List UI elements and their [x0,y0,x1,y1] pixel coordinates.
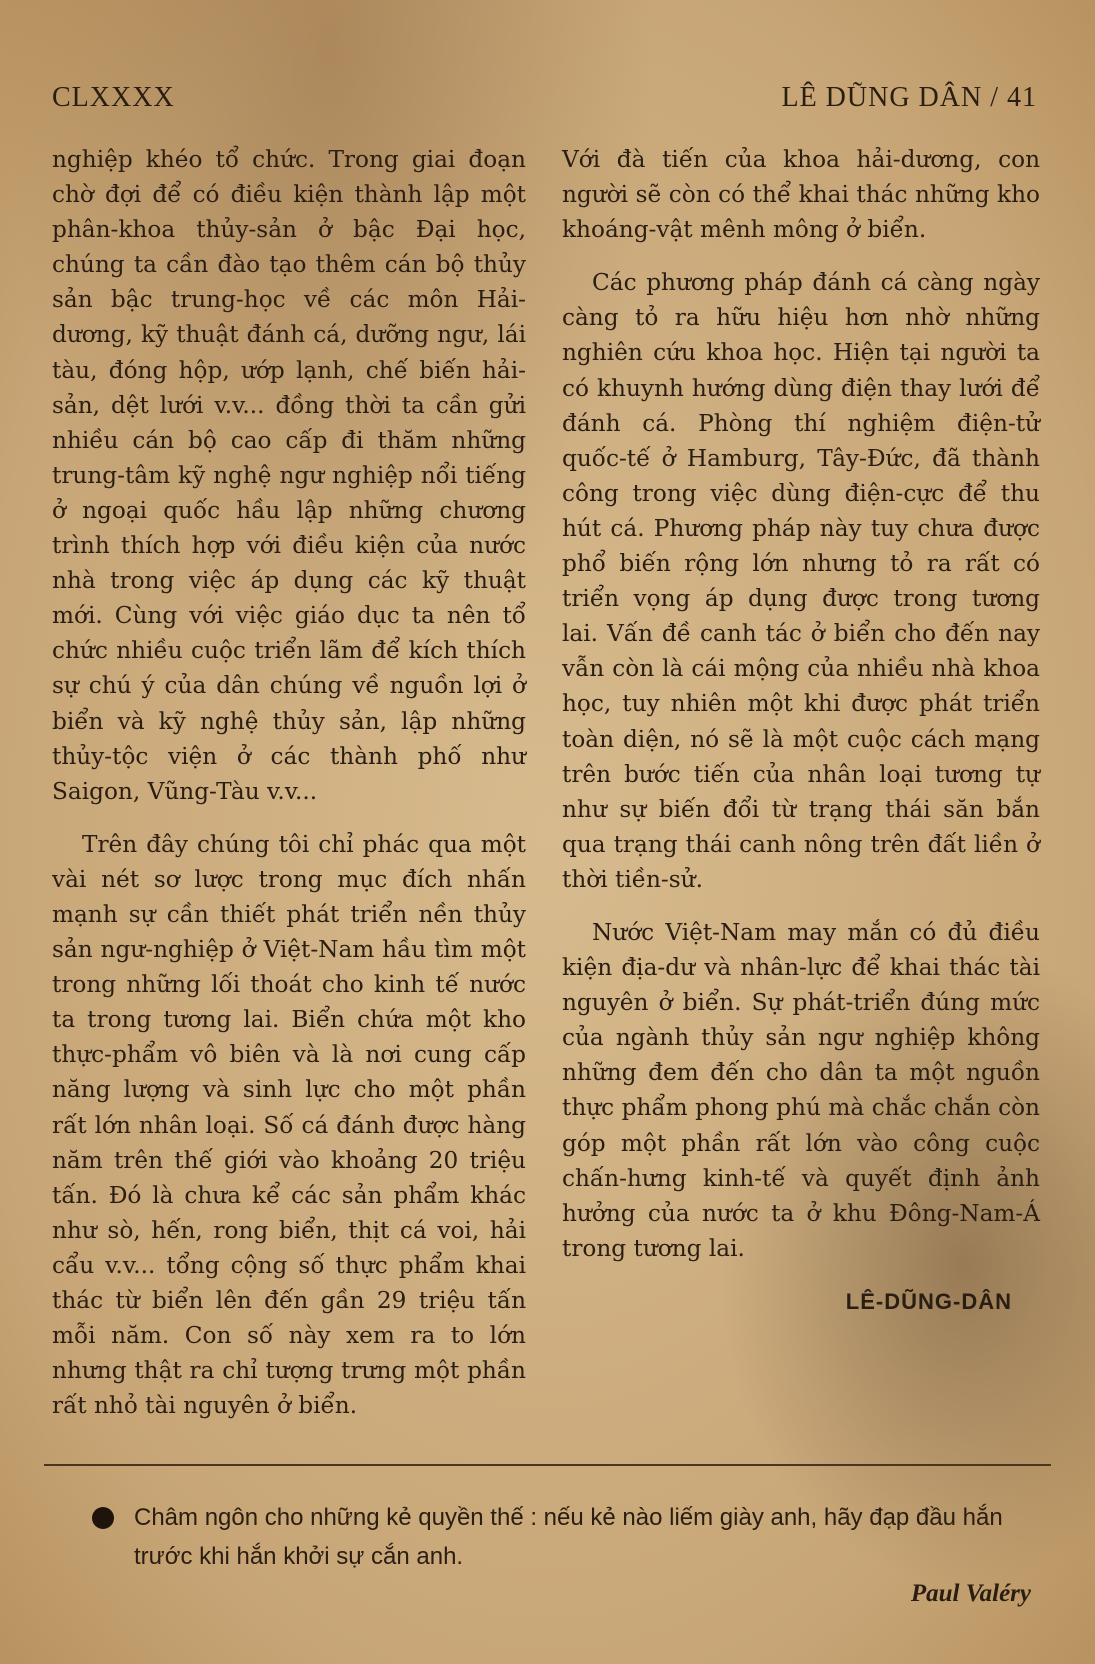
paragraph: Với đà tiến của khoa hải-dương, con người sẽ còn có thể khai thác những kho khoáng-vật mênh mông ở biển. [562,146,1040,244]
author-page-number: LÊ DŨNG DÂN / 41 [781,82,1037,113]
paragraph: Nước Việt-Nam may mắn có đủ điều kiện địa-dư và nhân-lực để khai thác tài nguyên ở biển. Sự phát-triển đúng mức của ngành thủy sản ngư nghiệp không những đem đến cho dân ta một nguồn thực phẩm phong phú mà chắc chắn còn góp một phần rất lớn vào công cuộc chấn-hưng kinh-tế và quyết định ảnh hưởng của nước ta ở khu Đông-Nam-Á trong tương lai. [562,918,1040,1262]
right-column [562,142,1040,1319]
paragraph: Trên đây chúng tôi chỉ phác qua một vài nét sơ lược trong mục đích nhấn mạnh sự cần thiết phát triển nền thủy sản ngư-nghiệp ở Việt-Nam hầu tìm một trong những lối thoát cho kinh tế nước ta trong tương lai. Biển chứa một kho thực-phẩm vô biên và là nơi cung cấp năng lượng và sinh lực cho một phần rất lớn nhân loại. Số cá đánh được hàng năm trên thế giới vào khoảng 20 triệu tấn. Đó là chưa kể các sản phẩm khác như sò, hến, rong biển, thịt cá voi, hải cẩu v.v... tổng cộng số thực phẩm khai thác từ biển lên đến gần 29 triệu tấn mỗi năm. Con số này xem ra to lớn nhưng thật ra chỉ tượng trưng một phần rất nhỏ tài nguyên ở biển. [52,830,526,1420]
divider [44,1464,1051,1466]
page-header [52,78,1037,118]
article-signature: LÊ-DŨNG-DÂN [845,1288,1012,1314]
paragraph: Các phương pháp đánh cá càng ngày càng tỏ ra hữu hiệu hơn nhờ những nghiên cứu khoa học. Hiện tại người ta có khuynh hướng dùng điện thay lưới để đánh cá. Phòng thí nghiệm điện-tử quốc-tế ở Hamburg, Tây-Đức, đã thành công trong việc dùng điện-cực để thu hút cá. Phương pháp này tuy chưa được phổ biến rộng lớn nhưng tỏ ra rất có triển vọng áp dụng được trong tương lai. Vấn đề canh tác ở biển cho đến nay vẫn còn là cái mộng của nhiều nhà khoa học, tuy nhiên một khi được phát triển toàn diện, nó sẽ là một cuộc cách mạng trên bước tiến của nhân loại tương tự như sự biến đổi từ trạng thái săn bắn qua trạng thái canh nông trên đất liền ở thời tiền-sử. [562,269,1040,893]
bullet-icon [92,1507,114,1529]
issue-number: CLXXXX [52,82,175,113]
quote-text: Châm ngôn cho những kẻ quyền thế : nếu kẻ nào liếm giày anh, hãy đạp đầu hắn trước khi hắn khởi sự cắn anh. [134,1504,1003,1570]
paragraph: nghiệp khéo tổ chức. Trong giai đoạn chờ đợi để có điều kiện thành lập một phân-khoa thủy-sản ở bậc Đại học, chúng ta cần đào tạo thêm cán bộ thủy sản bậc trung-học về các môn Hải-dương, kỹ thuật đánh cá, dưỡng ngư, lái tàu, đóng hộp, ướp lạnh, chế biến hải-sản, dệt lưới v.v... đồng thời ta cần gửi nhiều cán bộ cao cấp đi thăm những trung-tâm kỹ nghệ ngư nghiệp nổi tiếng ở ngoại quốc hầu lập những chương trình thích hợp với điều kiện của nước nhà trong việc áp dụng các kỹ thuật mới. Cùng với việc giáo dục ta nên tổ chức nhiều cuộc triển lãm để kích thích sự chú ý của dân chúng về nguồn lợi ở biển và kỹ nghệ thủy sản, lập những thủy-tộc viện ở các thành phố như Saigon, Vũng-Tàu v.v... [52,146,526,805]
quote-block [92,1498,1038,1576]
left-column [52,142,526,1423]
quote-author: Paul Valéry [910,1580,1031,1607]
